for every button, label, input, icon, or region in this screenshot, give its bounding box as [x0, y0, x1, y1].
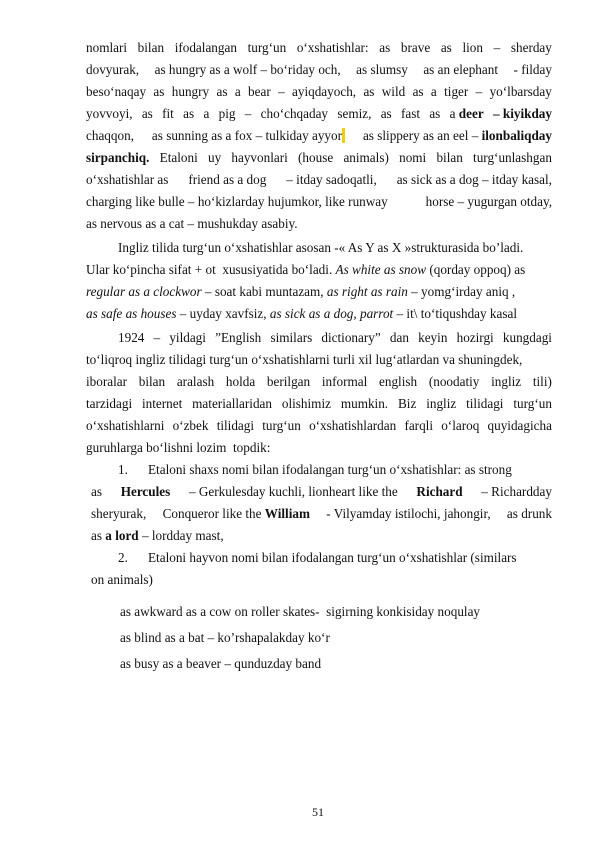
text-line: beso‘naqay as hungry as a bear – ayiqdayoch, as wild as a tiger – yo‘lbarsday [86, 84, 552, 99]
example-line: as busy as a beaver – qunduzday band [120, 656, 322, 671]
text-line: guruhlarga bo‘lishni lozim topdik: [86, 440, 271, 455]
text-line: o‘xshatishlar as friend as a dog – itday sadoqatli, as sick as a dog – itday kasal, [86, 172, 552, 187]
text-line: yovvoyi, as fit as a pig – cho‘chqaday semiz, as fast as a deer – kiyikday [86, 106, 552, 121]
example-line: as blind as a bat – ko’rshapalakday ko‘r [120, 630, 330, 645]
text-line: to‘liqroq ingliz tilidagi turg‘un o‘xshatishlarni turli xil lug‘atlardan va shuningdek, [86, 352, 523, 367]
page-number: 51 [312, 805, 324, 819]
highlight-mark [342, 128, 345, 143]
text-line: as nervous as a cat – mushukday asabiy. [86, 216, 298, 231]
list-item-line: as a lord – lordday mast, [91, 528, 224, 543]
text-line: chaqqon, as sunning as a fox – tulkiday ayyor as slippery as an eel – ilonbaliqday [86, 128, 552, 143]
text-line: as safe as houses – uyday xavfsiz, as sick as a dog, parrot – it\ to‘tiqushday kasal [86, 306, 518, 321]
paragraph-line: Ingliz tilida turg‘un o‘xshatishlar asosan -« As Y as X »strukturasida bo’ladi. [118, 240, 524, 255]
text-line: sirpanchiq. Etaloni uy hayvonlari (house animals) nomi bilan turg‘unlashgan [86, 150, 552, 165]
text-line: dovyurak, as hungry as a wolf – bo‘riday och, as slumsy as an elephant - filday [86, 62, 552, 77]
text-line: regular as a clockwor – soat kabi muntazam, as right as rain – yomg‘irday aniq , [86, 284, 516, 299]
list-item-line: Etaloni shaxs nomi bilan ifodalangan turg‘un o‘xshatishlar: as strong [148, 462, 512, 477]
paragraph-line: 1924 – yildagi ”English similars dictionary” dan keyin hozirgi kungdagi [118, 330, 552, 345]
text-line: tarzidagi internet materiallaridan olishimiz mumkin. Biz ingliz tilidagi turg‘un [86, 396, 552, 411]
text-line: o‘xshatishlarni o‘zbek tilidagi turg‘un o‘xshatishlardan farqli o‘laroq quyidagicha [86, 418, 552, 433]
text-line: Ular ko‘pincha sifat + ot xususiyatida bo‘ladi. As white as snow (qorday oppoq) as [86, 262, 526, 277]
text-line: nomlari bilan ifodalangan turg‘un o‘xshatishlar: as brave as lion – sherday [86, 40, 552, 55]
text-line: charging like bulle – ho‘kizlarday hujumkor, like runway horse – yugurgan otday, [86, 194, 552, 209]
list-item-line: on animals) [91, 572, 153, 587]
list-number: 2. [118, 550, 128, 565]
list-number: 1. [118, 462, 128, 477]
list-item-line: Etaloni hayvon nomi bilan ifodalangan turg‘un o‘xshatishlar (similars [148, 550, 517, 565]
list-item-line: sheryurak, Conqueror like the William - Vilyamday istilochi, jahongir, as drunk [91, 506, 552, 521]
example-line: as awkward as a cow on roller skates- sigirning konkisiday noqulay [120, 604, 481, 619]
list-item-line: as Hercules – Gerkulesday kuchli, lionheart like the Richard – Richardday [91, 484, 552, 499]
text-line: iboralar bilan aralash holda berilgan informal english (noodatiy ingliz tili) [86, 374, 552, 389]
